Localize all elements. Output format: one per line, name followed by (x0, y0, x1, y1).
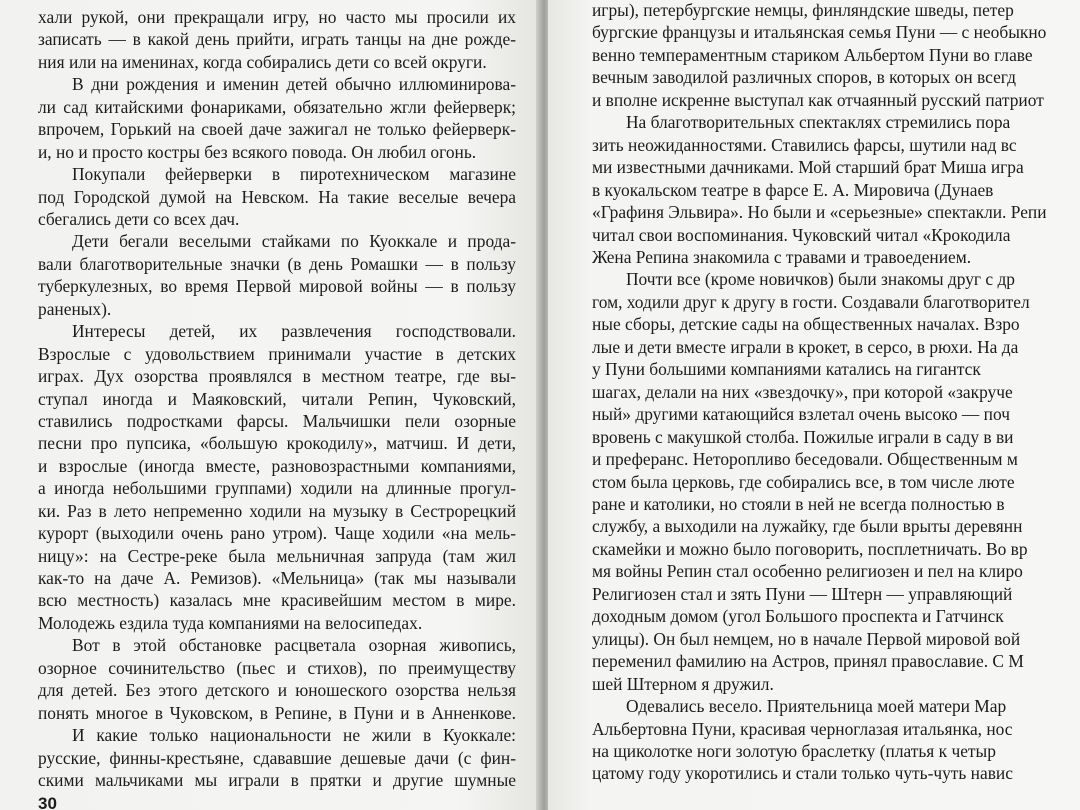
text-line: записать — в какой день прийти, играть танцы на дне рожде- (38, 29, 516, 50)
text-line: ницу»: на Сестре-реке была мельничная запруда (там жил (38, 545, 516, 566)
text-line: играх. Дух озорства проявлялся в местном театре, где вы- (38, 366, 516, 387)
text-line: «Графиня Эльвира». Но были и «серьезные» спектакли. Репи (592, 202, 1047, 223)
text-line: бургские французы и итальянская семья Пуни — с необыкно (592, 22, 1047, 43)
text-line: вечным заводилой различных споров, в которых он всегд (592, 67, 1016, 88)
text-line: ный» другими катающийся взлетал очень высоко — поч (592, 404, 1010, 425)
text-line: службу, а выходили на лужайку, где были врыты деревянн (592, 516, 1023, 537)
text-line: ми известными дачниками. Мой старший брат Миша игра (592, 157, 1024, 178)
text-line: впрочем, Горький на своей даче зажигал не только фейерверк- (38, 119, 516, 140)
text-line: ране и католики, но стояли в ней не всегда полностью в (592, 493, 1005, 514)
text-line: хали рукой, они прекращали игру, но часто мы просили их (38, 7, 516, 27)
text-line: стом была церковь, где собирались все, в том числе люте (592, 471, 1015, 492)
text-line: у Пуни большими компаниями катались на гигантск (592, 359, 981, 380)
text-line: всю местность) казалась мне красивейшим местом в мире. (38, 590, 516, 611)
text-line: мя войны Репин стал особенно религиозен и пел на клиро (592, 561, 1023, 582)
page-number: 30 (38, 794, 57, 810)
text-line: раненых). (38, 298, 112, 319)
text-line: скими мальчиками мы играли в прятки и другие шумные (38, 769, 516, 790)
text-line: ния или на именинах, когда собирались дети со всей округи. (38, 51, 487, 72)
text-line: скамейки и можно было поговорить, посплетничать. Во вр (592, 538, 1028, 559)
text-line: туберкулезных, во время Первой мировой войны — в пользу (38, 276, 516, 297)
right-page-text (592, 0, 1080, 785)
text-line: вровень с макушкой столба. Пожилые играли в саду в ви (592, 426, 1014, 447)
text-line: Покупали фейерверки в пиротехническом магазине (72, 164, 516, 185)
text-line: под Городской думой на Невском. На такие веселые вечера (38, 186, 516, 207)
text-line: и, но и просто костры без всякого повода. Он любил огонь. (38, 141, 477, 162)
text-line: Религиозен стал и зять Пуни — Штерн — управляющий (592, 583, 1013, 604)
text-line: сбегались дети со всех дач. (38, 208, 240, 229)
text-line: читал свои воспоминания. Чуковский читал «Крокодила (592, 224, 1011, 245)
text-line: Жена Репина знакомила с травами и травоедением. (592, 246, 972, 267)
text-line: доходным домом (угол Большого проспекта и Гатчинск (592, 606, 1004, 627)
text-line: русские, финны-крестьяне, сдававшие дешевые дачи (с фин- (38, 747, 516, 768)
text-line: Одевались весело. Приятельница моей матери Мар (626, 696, 1007, 717)
text-line: ставились подростками фарсы. Мальчишки пели озорные (38, 410, 516, 431)
text-line: ступал иногда и Маяковский, читали Репин, Чуковский, (38, 388, 516, 409)
text-line: шей Штерном я дружил. (592, 673, 774, 694)
text-line: для детей. Без этого детского и юношеского озорства нельзя (38, 680, 516, 701)
text-line: и взрослые (иногда вместе, разновозрастными компаниями, (38, 455, 516, 476)
text-line: как-то на даче А. Ремизов). «Мельница» (так мы называли (38, 568, 516, 588)
text-line: понять многое в Чуковском, в Репине, в Пуни и в Анненкове. (38, 702, 516, 723)
text-line: Вот в этой обстановке расцветала озорная живопись, (72, 635, 516, 656)
text-line: вали благотворительные значки (в день Ромашки — в пользу (38, 253, 516, 274)
text-line: в куокальском театре в фарсе Е. А. Мировича (Дунаев (592, 179, 994, 200)
text-line: Альбертовна Пуни, красивая черноглазая итальянка, нос (592, 718, 1013, 739)
text-line: шагах, делали на них «звездочку», при которой «закруче (592, 381, 1013, 402)
text-line: ные сборы, детские сады на общественных началах. Взро (592, 314, 1020, 335)
text-line: игры), петербургские немцы, финляндские шведы, петер (592, 0, 1014, 20)
text-line: зить неожиданностями. Ставились фарсы, шутили над вс (592, 134, 1017, 155)
text-line: озорное сочинительство (пьес и стихов), по преимуществу (38, 657, 516, 678)
text-line: и преферанс. Неторопливо беседовали. Общественным м (592, 449, 1018, 470)
text-line: ки. Раз в лето непременно ходили на музыку в Сестрорецкий (38, 500, 516, 521)
text-line: песни про пупсика, «большую крокодилу», матчиш. И дети, (38, 433, 516, 454)
text-line: а иногда небольшими группами) ходили на длинные прогул- (38, 478, 516, 499)
text-line: гом, ходили друг к другу в гости. Создавали благотворител (592, 291, 1030, 312)
text-line: переменил фамилию на Астров, принял православие. С М (592, 651, 1024, 672)
left-page-text (38, 6, 516, 791)
text-line: на щиколотке ноги золотую браслетку (платья к четыр (592, 740, 996, 761)
text-line: И какие только национальности не жили в Куоккале: (72, 725, 516, 746)
text-line: цатому году укоротились и стали только чуть-чуть навис (592, 763, 1013, 784)
text-line: Интересы детей, их развлечения господствовали. (72, 321, 516, 342)
text-line: Взрослые с удовольствием принимали участие в детских (38, 343, 516, 364)
text-line: улицы). Он был немцем, но в начале Первой мировой вой (592, 628, 1021, 649)
text-line: На благотворительных спектаклях стремились пора (626, 112, 1011, 133)
text-line: венно темпераментным стариком Альбертом Пуни во главе (592, 44, 1033, 65)
text-line: Дети бегали веселыми стайками по Куоккале и прода- (72, 231, 516, 252)
text-line: В дни рождения и именин детей обычно иллюминирова- (72, 74, 516, 95)
text-line: Молодежь ездила туда компаниями на велосипедах. (38, 612, 423, 633)
text-line: лые и дети вместе играли в крокет, в серсо, в рюхи. На да (592, 336, 1019, 357)
text-line: ли сад китайскими фонариками, обязательно жгли фейерверк; (38, 96, 516, 117)
text-line: Почти все (кроме новичков) были знакомы друг с др (626, 269, 1015, 290)
text-line: и вполне искренне выступал как отчаянный русский патриот (592, 89, 1044, 110)
right-page (548, 0, 1080, 810)
text-line: курорт (выходили очень рано утром). Чаще ходили «на мель- (38, 523, 516, 544)
